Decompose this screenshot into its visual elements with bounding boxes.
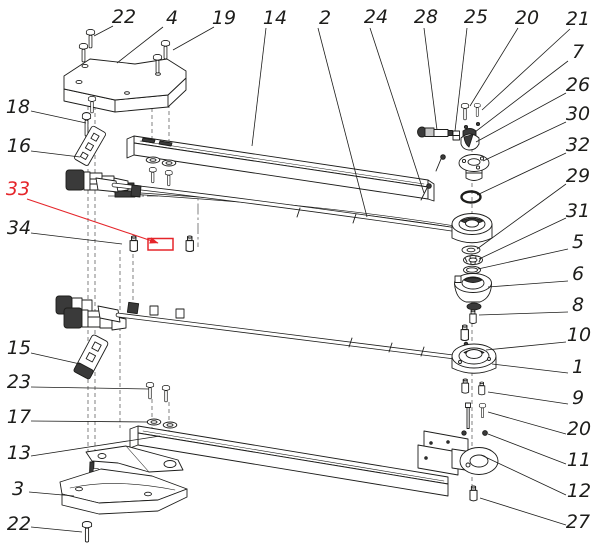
part-label-3: 3 [11,478,25,500]
leader-line-20-right [488,412,566,434]
leader-line-6 [488,281,568,287]
part-22-screws-top [79,29,94,61]
leader-line-12 [481,455,566,495]
part-29-washer [462,246,480,254]
part-12-end-bracket [418,431,498,475]
leader-line-9 [488,392,568,404]
part-14-fasteners [146,157,176,186]
leader-line-17 [31,421,148,422]
part-label-31: 31 [565,200,591,222]
leader-line-5 [478,249,568,269]
leader-line-22-bottom [31,527,82,532]
part-28-cable-adjuster [418,127,453,137]
part-label-13: 13 [6,442,32,464]
leader-line-11 [488,434,566,464]
part-label-22-bottom: 22 [6,513,32,535]
part-32-o-ring [462,192,481,203]
leader-line-32 [477,153,566,195]
part-label-28: 28 [413,6,439,28]
part-3-base [60,446,187,514]
part-upper-arm-hub [452,214,492,243]
part-label-22-top: 22 [111,6,137,28]
assembly-parts [56,29,498,542]
part-label-32: 32 [565,134,591,156]
leader-line-2 [318,28,367,217]
part-label-11: 11 [566,449,592,471]
leader-line-20-top [470,28,518,106]
leader-line-24 [370,28,424,193]
part-label-34: 34 [6,217,32,239]
part-20-21-screws-right [461,103,480,128]
part-label-19: 19 [211,7,237,29]
leader-line-8 [479,312,568,315]
leader-line-19 [173,27,214,50]
part-5-ring [464,266,481,274]
highlight-box-33 [148,239,173,251]
part-label-10: 10 [566,324,592,346]
part-label-14: 14 [262,7,288,29]
part-label-20-right: 20 [566,418,592,440]
part-label-5: 5 [571,231,585,253]
leader-line-16 [31,151,80,157]
part-label-6: 6 [571,263,585,285]
part-label-1: 1 [571,356,585,378]
part-label-33: 33 [5,178,31,200]
part-20-screws-lower [466,403,486,429]
part-31-lock-washer [464,256,483,265]
part-15-link [73,334,109,380]
leader-line-28 [424,28,437,130]
part-1-swivel-disc [452,344,496,373]
part-30-flanged-bushing [459,155,489,181]
leader-line-7 [475,61,568,132]
leader-line-23 [31,387,149,389]
part-label-20-top: 20 [514,7,540,29]
part-label-21: 21 [565,8,591,30]
part-label-24: 24 [363,6,389,28]
part-23-screws [146,382,169,401]
part-label-8: 8 [571,294,585,316]
leader-line-1 [492,364,568,373]
part-25-nut [453,131,460,140]
leader-line-26 [476,93,566,142]
leader-line-27 [480,498,566,525]
leader-line-15 [31,353,80,364]
part-label-7: 7 [571,41,585,63]
part-4-top-plate [64,59,186,112]
part-label-25: 25 [463,6,489,28]
part-label-23: 23 [6,371,32,393]
part-label-30: 30 [565,103,591,125]
part-6-bearing-housing [455,274,492,303]
part-label-17: 17 [6,406,32,428]
part-9-plugs [462,379,485,395]
leader-line-22-top [94,26,113,36]
part-11-washers [462,431,488,436]
part-label-16: 16 [6,135,32,157]
part-label-27: 27 [565,511,591,533]
part-label-29: 29 [565,165,591,187]
part-8-washer-plug [467,303,481,323]
part-label-9: 9 [571,387,585,409]
part-label-4: 4 [165,7,179,29]
part-label-18: 18 [5,96,31,118]
leader-line-18 [31,111,86,123]
part-label-2: 2 [318,7,332,29]
leader-line-30 [483,122,566,161]
leader-line-33 [27,199,158,243]
part-label-12: 12 [566,480,592,502]
part-label-15: 15 [6,337,32,359]
part-17-washers [147,419,177,428]
part-22-screw-bottom [82,522,91,543]
leader-line-34 [31,233,122,244]
leader-line-14 [252,28,266,146]
part-27-plug [470,486,477,501]
leader-line-10 [486,342,566,350]
part-label-26: 26 [565,74,591,96]
part-16-clamp [74,125,107,166]
